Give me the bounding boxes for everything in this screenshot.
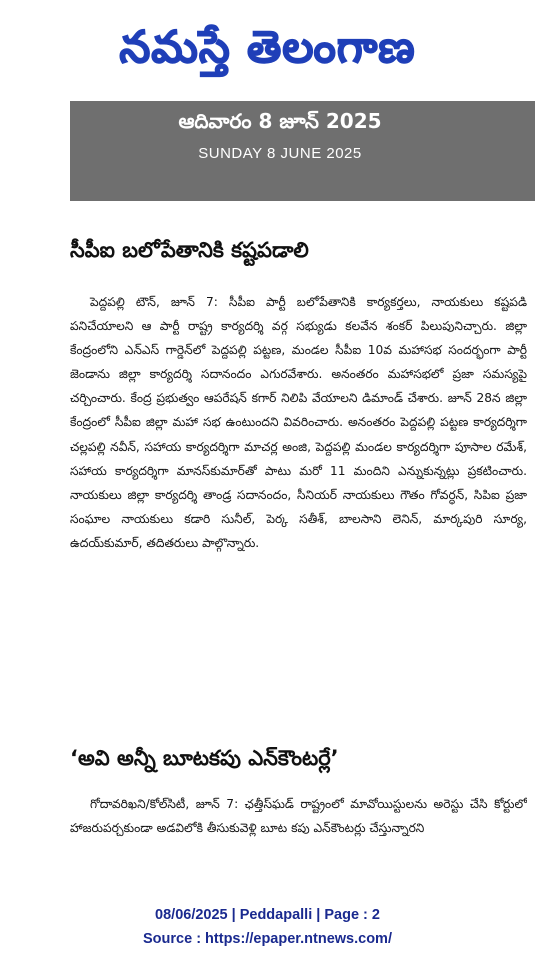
date-telugu: ఆదివారం 8 జూన్ 2025 <box>178 109 382 133</box>
date-english: SUNDAY 8 JUNE 2025 <box>198 145 362 162</box>
date-band <box>70 101 535 201</box>
article-1-body: పెద్దపల్లి టౌన్, జూన్ 7: సీపీఐ పార్టీ బలోపేతానికి కార్యకర్తలు, నాయకులు కష్టపడి పనిచేయాలని ఆ పార్టీ రాష్ట్ర కార్యదర్శి వర్గ సభ్యుడు కలవేన శంకర్ పిలుపునిచ్చారు. జిల్లా కేంద్రంలోని ఎన్ఎస్ గార్డెన్‌లో పెద్దపల్లి పట్టణ, మండల సీపీఐ 10వ మహాసభ సందర్భంగా పార్టీ జెండాను జిల్లా కార్యదర్శి సదానందం ఎగురవేశారు. అనంతరం మహాసభలో ప్రజా సమస్యపై చర్చించారు. కేంద్ర ప్రభుత్వం ఆపరేషన్ కగార్ నిలిపి వేయాలని డిమాండ్ చేశారు. జూన్ 28న జిల్లా కేంద్రంలో సీపీఐ జిల్లా మహా సభ ఉంటుందని వివరించారు. అనంతరం పెద్దపల్లి పట్టణ కార్యదర్శిగా చల్లపల్లి నవీన్, సహాయ కార్యదర్శిగా మాచర్ల అంజి, పెద్దపల్లి మండల కార్యదర్శిగా పూసాల రమేశ్, సహాయ కార్యదర్శిగా మానస్‌కుమార్‌తో పాటు మరో 11 మందిని ఎన్నుకున్నట్లు ప్రకటించారు. నాయకులు జిల్లా కార్యదర్శి తాండ్ర సదానందం, సీనియర్ నాయకులు గౌతం గోవర్ధన్, సిపిఐ ప్రజా సంఘాల నాయకులు కడారి సునీల్, పెర్క సతీశ్, బాలసాని లెనిన్, మార్కపురి సూర్య, ఉదయ్‌కుమార్, తదితరులు పాల్గొన్నారు. <box>70 295 527 550</box>
footer-edition-info: 08/06/2025 | Peddapalli | Page : 2 <box>155 907 380 923</box>
footer-source-link[interactable]: Source : https://epaper.ntnews.com/ <box>143 931 392 947</box>
article-2-body: గోదావరిఖని/కోల్‌సిటీ, జూన్ 7: ఛత్తీస్‌ఘడ్ రాష్ట్రంలో మావోయిస్టులను అరెస్టు చేసి కోర్టులో హాజరుపర్చకుండా అడవిలోకి తీసుకువెళ్లి బూట కపు ఎన్‌కౌంటర్లు చేస్తున్నారని <box>70 797 527 836</box>
masthead <box>0 0 535 95</box>
article-1-headline: సీపీఐ బలోపేతానికి కష్టపడాలి <box>70 238 309 262</box>
newspaper-logo: నమస్తే తెలంగాణ <box>119 21 416 73</box>
article-2-headline: ‘అవి అన్నీ బూటకపు ఎన్‌కౌంటర్లే’ <box>70 746 339 770</box>
